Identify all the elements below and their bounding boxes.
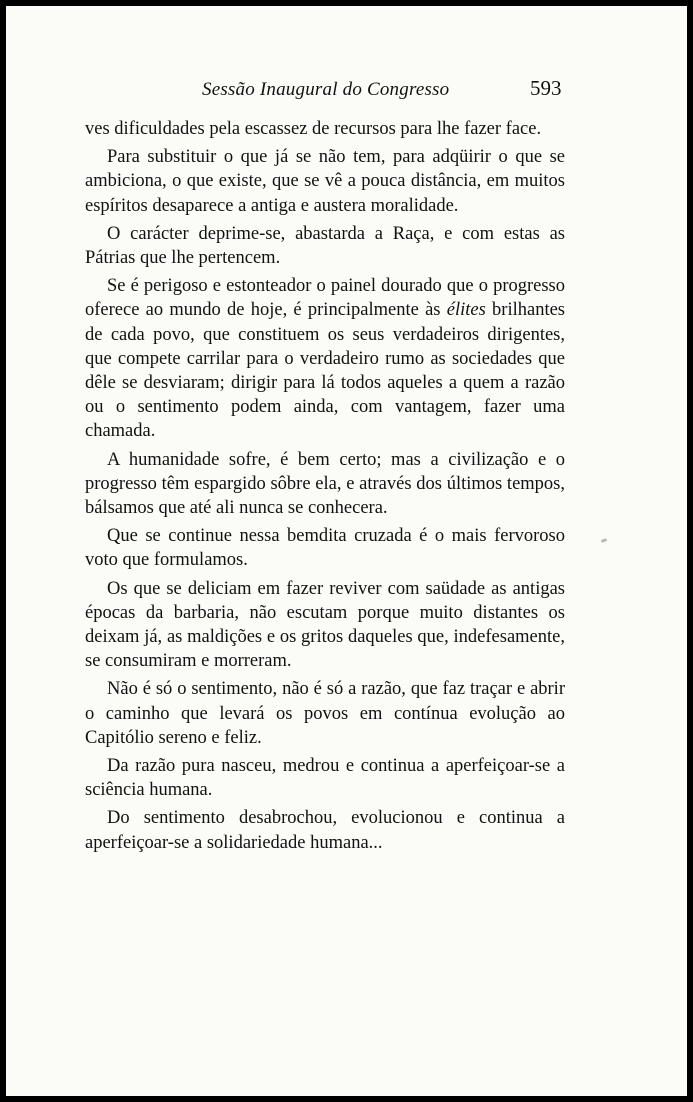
paragraph: Para substituir o que já se não tem, para adqüirir o que se ambiciona, o que existe, que se vê a pouca distância, em muitos espíritos desaparece a antiga e austera moralidade. (85, 147, 565, 216)
paragraph: Os que se deliciam em fazer reviver com saüdade as antigas épocas da barbaria, não escutam porque muito distantes os deixam já, as maldições e os gritos daqueles que, indefesamente, se consumiram e morreram. (85, 578, 565, 672)
running-title: Sessão Inaugural do Congresso (202, 79, 450, 100)
paragraph-text: brilhantes de cada povo, que constituem os seus verdadeiros dirigentes, que compete carrilar para o verdadeiro rumo as sociedades que dêle se desviaram; dirigir para lá todos aqueles a quem a razão ou o sentimento podem ainda, com vantagem, fazer uma chamada. (85, 300, 566, 442)
page-header (6, 76, 687, 106)
paragraph: Da razão pura nasceu, medrou e continua a aperfeiçoar-se a sciência humana. (85, 756, 565, 801)
body-text (85, 117, 565, 859)
paragraph-text: Se é perigoso e estonteador o painel dourado que o progresso oferece ao mundo de hoje, é principalmente às (85, 276, 565, 321)
paragraph: ves dificuldades pela escassez de recursos para lhe fazer face. (85, 119, 542, 139)
page-number: 593 (530, 76, 562, 100)
italic-term: élites (446, 300, 486, 321)
paragraph: Que se continue nessa bemdita cruzada é o mais fervoroso voto que formulamos. (85, 526, 565, 571)
book-page (6, 6, 687, 1096)
paragraph: A humanidade sofre, é bem certo; mas a civilização e o progresso têm espargido sôbre ela, e através dos últimos tempos, bálsamos que até ali nunca se conhecera. (85, 449, 565, 519)
paragraph (85, 274, 565, 443)
paragraph: O carácter deprime-se, abastarda a Raça, e com estas as Pátrias que lhe pertencem. (85, 223, 565, 269)
paragraph: Não é só o sentimento, não é só a razão, que faz traçar e abrir o caminho que levará os povos em contínua evolução ao Capitólio sereno e feliz. (85, 679, 565, 748)
paper-speck (601, 538, 608, 543)
paragraph: Do sentimento desabrochou, evolucionou e continua a aperfeiçoar-se a solidariedade humana... (85, 808, 565, 853)
